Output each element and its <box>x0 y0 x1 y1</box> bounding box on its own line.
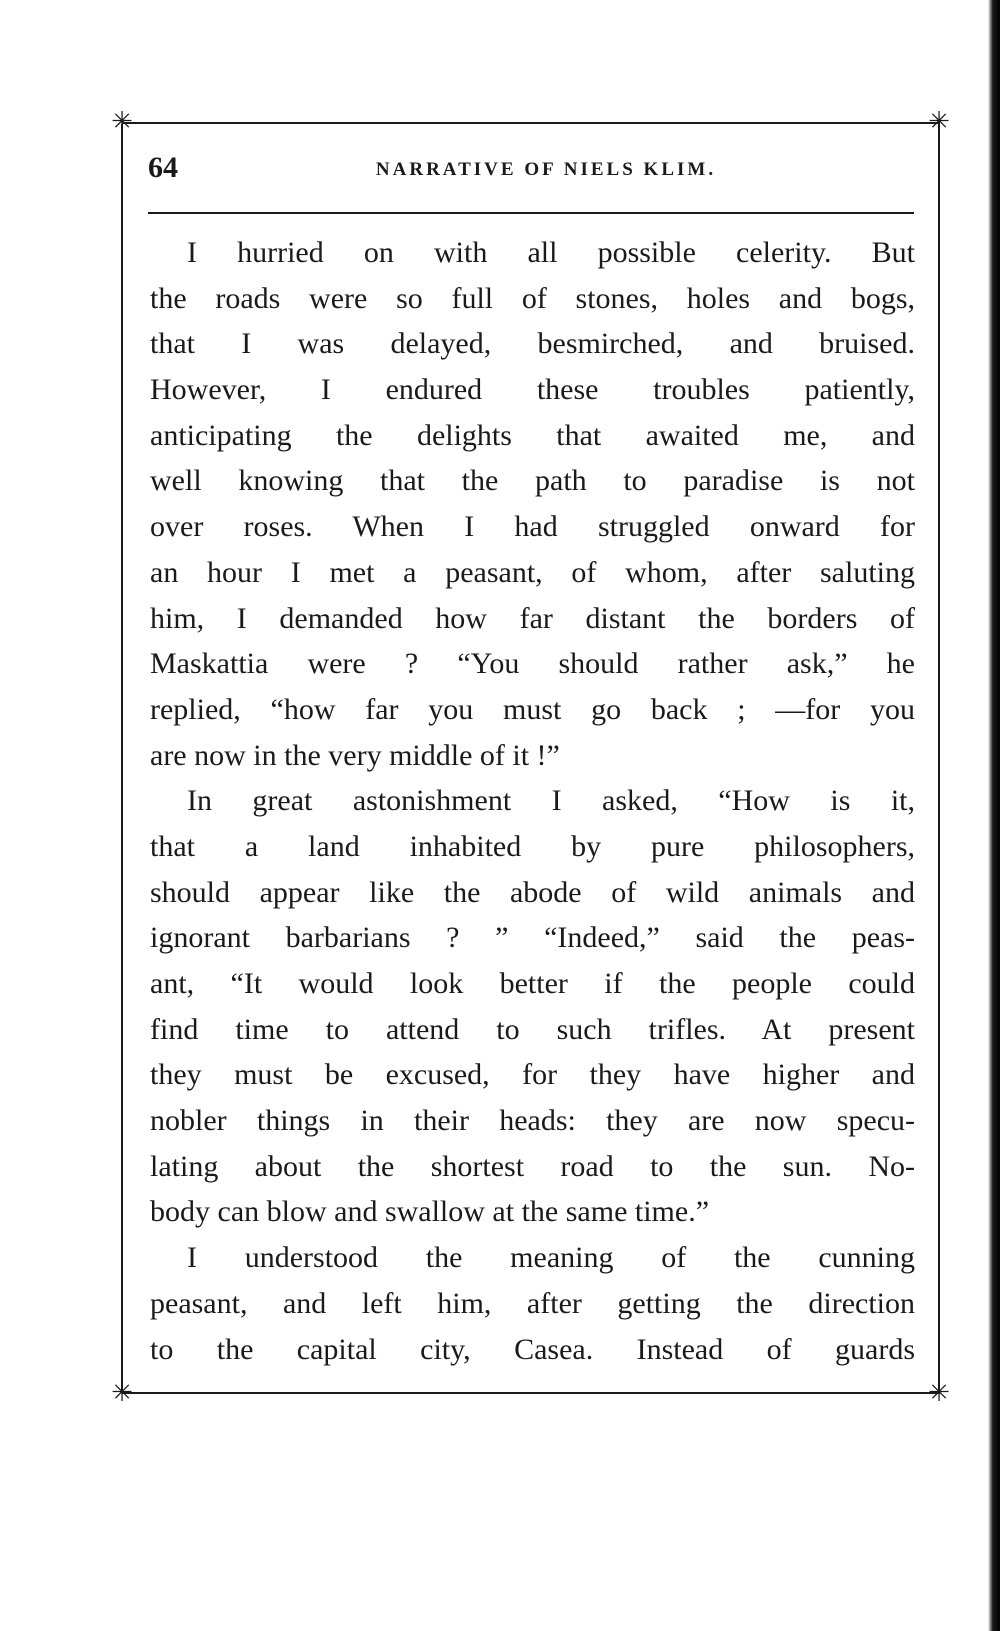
text-line: I understood the meaning of the cunning <box>187 1241 915 1275</box>
text-line: find time to attend to such trifles. At present <box>150 1012 915 1046</box>
text-line: that a land inhabited by pure philosophers, <box>150 829 915 863</box>
frame-right-rule <box>938 124 940 1392</box>
text-line: anticipating the delights that awaited me, and <box>150 418 915 452</box>
text-line: I hurried on with all possible celerity. But <box>187 236 915 269</box>
corner-ornament-icon: ✳ <box>111 107 133 137</box>
body-text <box>150 230 915 1372</box>
text-line: Maskattia were ? “You should rather ask,” he <box>150 647 915 681</box>
page-header <box>148 148 914 188</box>
text-line: the roads were so full of stones, holes and bogs, <box>150 281 915 315</box>
frame-top-rule <box>122 122 940 124</box>
text-line: replied, “how far you must go back ; —for you <box>150 692 915 726</box>
corner-ornament-icon: ✳ <box>928 107 950 137</box>
corner-ornament-icon: ✳ <box>928 1378 950 1408</box>
text-line: they must be excused, for they have higher and <box>150 1058 915 1092</box>
text-line: an hour I met a peasant, of whom, after saluting <box>150 555 915 589</box>
text-line: peasant, and left him, after getting the direction <box>150 1286 915 1320</box>
text-line: over roses. When I had struggled onward for <box>150 510 915 544</box>
text-line: well knowing that the path to paradise is not <box>150 464 915 498</box>
text-line: body can blow and swallow at the same time.” <box>150 1195 710 1229</box>
text-line: nobler things in their heads: they are now specu- <box>150 1104 915 1138</box>
text-line: him, I demanded how far distant the borders of <box>150 601 915 635</box>
text-line: that I was delayed, besmirched, and bruised. <box>150 327 915 361</box>
frame-bottom-rule <box>122 1392 940 1394</box>
frame-left-rule <box>121 124 123 1392</box>
running-head: NARRATIVE OF NIELS KLIM. <box>375 159 717 180</box>
text-line: ant, “It would look better if the people could <box>150 967 915 1000</box>
text-line: In great astonishment I asked, “How is it, <box>187 784 915 818</box>
text-line: should appear like the abode of wild animals and <box>150 875 915 909</box>
scan-binding-edge <box>988 0 1000 1631</box>
page-number: 64 <box>148 151 178 184</box>
text-line: However, I endured these troubles patiently, <box>150 373 915 407</box>
text-line: ignorant barbarians ? ” “Indeed,” said the peas- <box>150 921 915 955</box>
corner-ornament-icon: ✳ <box>111 1378 133 1408</box>
header-rule <box>148 212 914 214</box>
text-line: lating about the shortest road to the sun. No- <box>150 1149 915 1183</box>
text-line: to the capital city, Casea. Instead of guards <box>150 1332 915 1366</box>
text-line: are now in the very middle of it !” <box>150 738 560 772</box>
